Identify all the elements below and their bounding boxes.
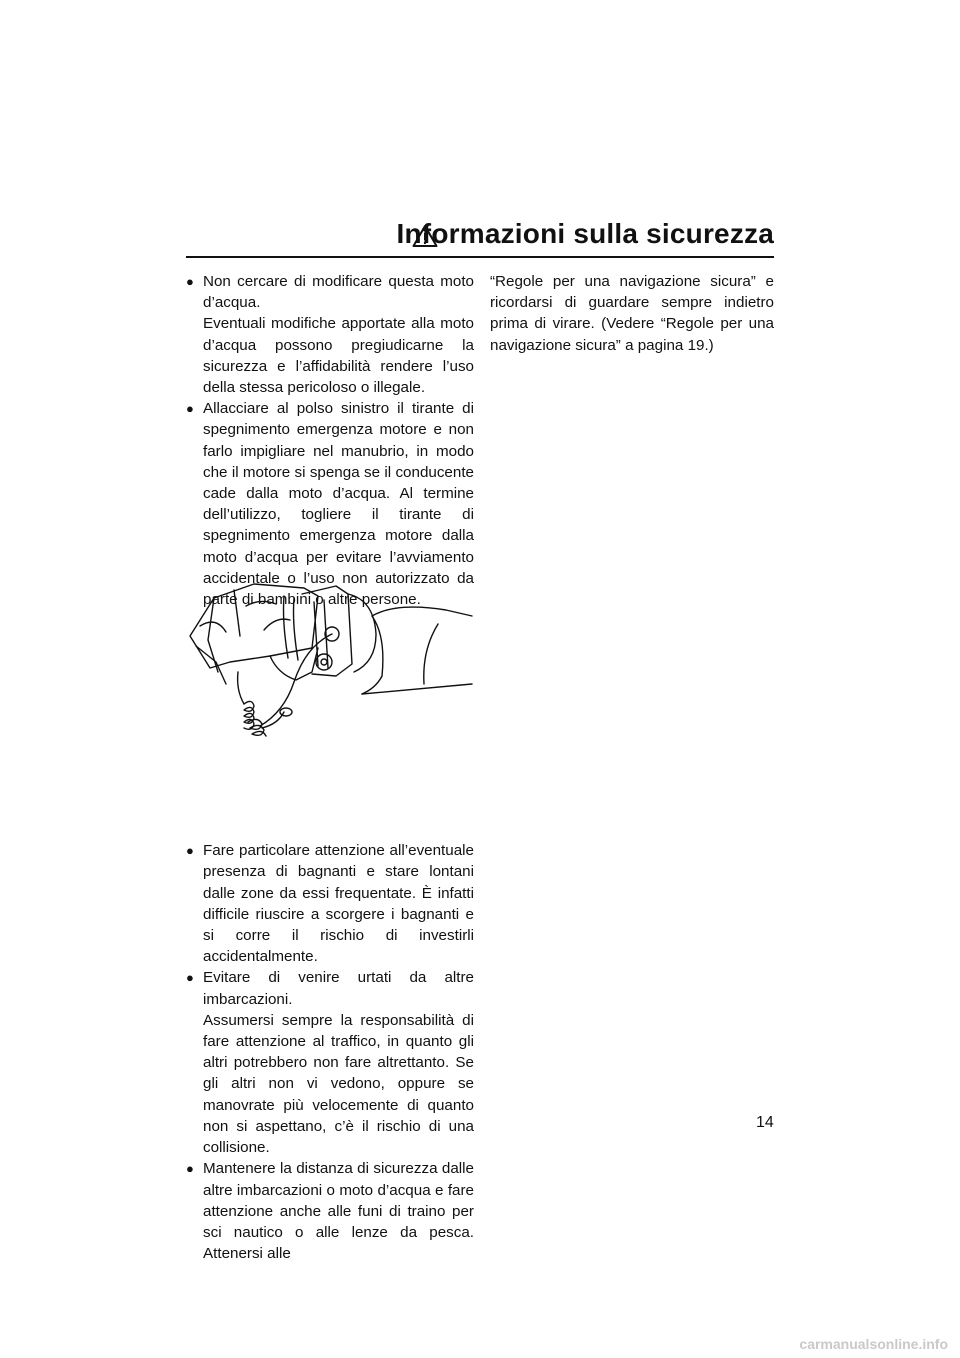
bullet-icon: ●: [186, 1161, 194, 1177]
bullet-icon: ●: [186, 970, 194, 986]
page-header: [186, 218, 774, 258]
item-text: Mantenere la distanza di sicurezza dalle altre imbarcazioni o moto d’acqua e fare attenzione anche alle funi di traino per sci nautico o alle lenze da pesca. Attenersi alle: [203, 1160, 474, 1263]
list-item: [186, 967, 474, 1158]
item-text: Non cercare di modificare questa moto d’acqua.: [203, 273, 474, 312]
item-text: Evitare di venire urtati da altre imbarcazioni.: [203, 969, 474, 1008]
item-text: Assumersi sempre la responsabilità di fare attenzione al traffico, in quanto gli altri potrebbero non fare altrettanto. Se gli altri non vi vedono, oppure se manovrate più velocemente di quanto non si aspettano, c’è il rischio di una collisione.: [203, 1011, 474, 1157]
bullet-icon: ●: [186, 401, 194, 417]
item-text: Eventuali modifiche apportate alla moto d’acqua possono pregiudicarne la sicurezza e l’affidabilità rendere l’uso della stessa pericoloso o illegale.: [203, 315, 474, 397]
list-item: [186, 840, 474, 967]
bullet-icon: ●: [186, 843, 194, 859]
continued-text: “Regole per una navigazione sicura” e ricordarsi di guardare sempre indietro prima di virare. (Vedere “Regole per una navigazione sicura” a pagina 19.): [490, 273, 774, 354]
list-item: [186, 1158, 474, 1264]
page-number: 14: [756, 1114, 774, 1131]
item-text: Allacciare al polso sinistro il tirante di spegnimento emergenza motore e non farlo impigliare nel manubrio, in modo che il motore si spenga se il conducente cade dalla moto d’acqua. Al termine dell’utilizzo, togliere il tirante di spegnimento emergenza motore dalla moto d’acqua per evitare l’avviamento accidentale o l’uso non autorizzato da parte di bambini o altre persone.: [203, 400, 474, 609]
list-item: [186, 271, 474, 398]
right-column: [490, 271, 774, 356]
bullet-icon: ●: [186, 274, 194, 289]
left-column: [186, 271, 474, 1264]
page-title: Informazioni sulla sicurezza: [396, 218, 774, 249]
wrist-lanyard-illustration-icon: [186, 576, 474, 750]
item-text: Fare particolare attenzione all’eventuale presenza di bagnanti e stare lontani dalle zone da essi frequentate. È infatti difficile riuscire a scorgere i bagnanti e si corre il rischio di investirli accidentalmente.: [203, 842, 474, 966]
watermark: carmanualsonline.info: [799, 1336, 948, 1352]
